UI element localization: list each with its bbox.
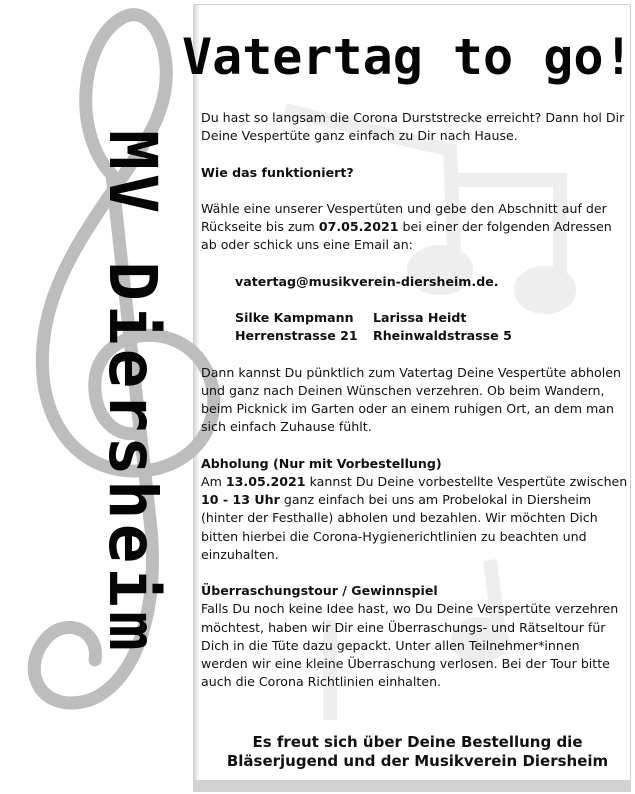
email-address[interactable]: vatertag@musikverein-diersheim.de. (235, 273, 499, 289)
vertical-club-name: MV Diersheim (94, 130, 171, 655)
page-title: Vatertag to go! (182, 28, 634, 86)
order-deadline: 07.05.2021 (318, 219, 399, 235)
flyer-body (201, 109, 628, 691)
pickup-time: 10 - 13 Uhr (201, 492, 280, 508)
contact-2: Larissa Heidt Rheinwaldstrasse 5 (373, 310, 512, 344)
closing-line-2: Bläserjugend und der Musikverein Diersheim (226, 752, 609, 770)
pickup-date: 13.05.2021 (225, 473, 306, 489)
how-heading: Wie das funktioniert? (201, 164, 354, 180)
tour-heading: Überraschungstour / Gewinnspiel (201, 583, 438, 599)
closing-message (205, 733, 630, 771)
after-paragraph: Dann kannst Du pünktlich zum Vatertag Deine Vespertüte abholen und ganz nach Deinen Wünschen verzehren. Ob beim Wandern, beim Picknick im Garten oder an einem ruhigen Ort, an dem man sich einfach Zuhause fühlt. (201, 364, 621, 435)
tour-section (201, 582, 628, 691)
tour-paragraph: Falls Du noch keine Idee hast, wo Du Deine Verspertüte verzehren möchtest, haben wir Dir eine Überraschungs- und Rätseltour für Dich in die Tüte dazu gepackt. Unter allen Teilnehmer*innen werden wir eine kleine Überraschung verlosen. Bei der Tour bitte auch die Corona Richtlinien einhalten. (201, 601, 619, 690)
how-paragraph: Wähle eine unserer Vespertüten und gebe den Abschnitt auf der Rückseite bis zum 07.05.2021 bei einer der folgenden Adressen ab oder schick uns eine Email an: (201, 200, 612, 253)
pickup-section (201, 455, 628, 564)
pickup-paragraph: Am 13.05.2021 kannst Du Deine vorbestellte Vespertüte zwischen 10 - 13 Uhr ganz einfach bei uns am Probelokal in Diersheim (hinter der Festhalle) abholen und bezahlen. Wir möchten Dich bitten hierbei die Corona-Hygienerichtlinien zu beachten und einzuhalten. (201, 473, 628, 562)
contact-1: Silke Kampmann Herrenstrasse 21 (235, 310, 358, 344)
contact-addresses (201, 309, 628, 345)
pickup-heading: Abholung (Nur mit Vorbestellung) (201, 455, 442, 471)
intro-paragraph: Du hast so langsam die Corona Durststrecke erreicht? Dann hol Dir Deine Vespertüte ganz einfach zu Dir nach Hause. (201, 110, 625, 144)
closing-line-1: Es freut sich über Deine Bestellung die (252, 733, 583, 751)
